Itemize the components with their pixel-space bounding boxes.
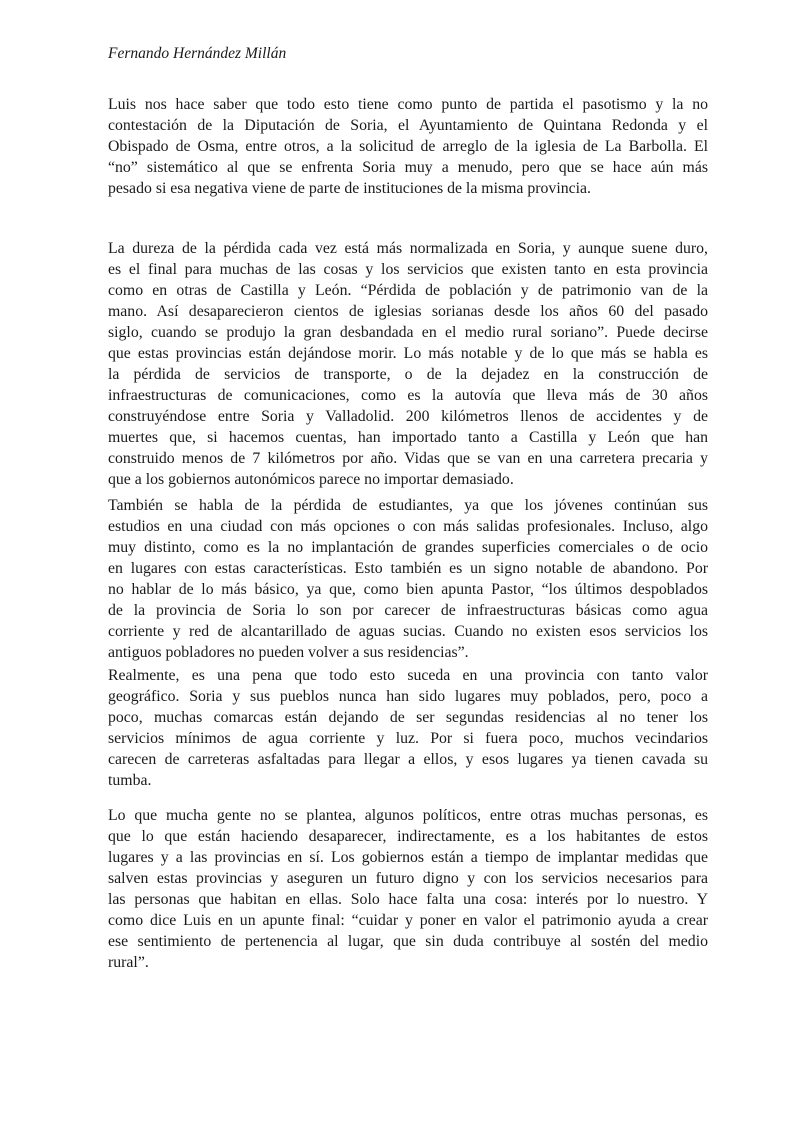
paragraph-line: que lo que están haciendo desaparecer, indirectamente, es a los habitantes de estos — [108, 828, 708, 845]
paragraph-line: geográfico. Soria y sus pueblos nunca han sido lugares muy poblados, pero, poco a — [108, 688, 708, 705]
paragraph-line: las personas que habitan en ellas. Solo hace falta una cosa: interés por lo nuestro. Y — [108, 891, 708, 908]
paragraph-line: infraestructuras de comunicaciones, como es la autovía que lleva más de 30 años — [108, 387, 708, 404]
paragraph-line: construido menos de 7 kilómetros por año. Vidas que se van en una carretera precaria y — [108, 450, 708, 467]
paragraph-line: siglo, cuando se produjo la gran desbandada en el medio rural soriano”. Puede decirse — [108, 324, 708, 341]
paragraph-line: rural”. — [108, 954, 149, 971]
paragraph-line: como dice Luis en un apunte final: “cuidar y poner en valor el patrimonio ayuda a crear — [108, 912, 708, 929]
paragraph-line: tumba. — [108, 772, 152, 789]
paragraph-line: mano. Así desaparecieron cientos de iglesias sorianas desde los años 60 del pasado — [108, 303, 708, 320]
paragraph-line: la pérdida de servicios de transporte, o de la dejadez en la construcción de — [108, 366, 708, 383]
paragraph-line: Realmente, es una pena que todo esto suceda en una provincia con tanto valor — [108, 667, 708, 684]
paragraph-1 — [108, 94, 708, 199]
paragraph-line: La dureza de la pérdida cada vez está más normalizada en Soria, y aunque suene duro, — [108, 240, 708, 257]
paragraph-line: Obispado de Osma, entre otros, a la solicitud de arreglo de la iglesia de La Barbolla. El — [108, 138, 708, 155]
paragraph-line: antiguos pobladores no pueden volver a sus residencias”. — [108, 644, 469, 661]
paragraph-line: corriente y red de alcantarillado de aguas sucias. Cuando no existen esos servicios los — [108, 623, 708, 640]
paragraph-line: que estas provincias están dejándose morir. Lo más notable y de lo que más se habla es — [108, 345, 708, 362]
paragraph-line: “no” sistemático al que se enfrenta Soria muy a menudo, pero que se hace aún más — [108, 159, 708, 176]
paragraph-line: muy distinto, como es la no implantación de grandes superficies comerciales o de ocio — [108, 539, 708, 556]
paragraph-line: muertes que, si hacemos cuentas, han importado tanto a Castilla y León que han — [108, 429, 708, 446]
paragraph-line: poco, muchas comarcas están dejando de ser segundas residencias al no tener los — [108, 709, 708, 726]
paragraph-line: en lugares con estas características. Esto también es un signo notable de abandono. Por — [108, 560, 708, 577]
paragraph-line: También se habla de la pérdida de estudiantes, ya que los jóvenes continúan sus — [108, 497, 708, 514]
paragraph-line: pesado si esa negativa viene de parte de instituciones de la misma provincia. — [108, 180, 591, 197]
paragraph-line: construyéndose entre Soria y Valladolid. 200 kilómetros llenos de accidentes y de — [108, 408, 708, 425]
paragraph-2 — [108, 238, 708, 490]
paragraph-line: no hablar de lo más básico, ya que, como bien apunta Pastor, “los últimos despoblados — [108, 581, 708, 598]
paragraph-line: estudios en una ciudad con más opciones o con más salidas profesionales. Incluso, algo — [108, 518, 708, 535]
paragraph-line: de la provincia de Soria lo son por carecer de infraestructuras básicas como agua — [108, 602, 708, 619]
paragraph-line: salven estas provincias y aseguren un futuro digno y con los servicios necesarios para — [108, 870, 708, 887]
paragraph-line: Lo que mucha gente no se plantea, algunos políticos, entre otras muchas personas, es — [108, 807, 708, 824]
paragraph-line: Luis nos hace saber que todo esto tiene como punto de partida el pasotismo y la no — [108, 96, 708, 113]
paragraph-line: ese sentimiento de pertenencia al lugar, que sin duda contribuye al sostén del medio — [108, 933, 708, 950]
paragraph-line: lugares y a las provincias en sí. Los gobiernos están a tiempo de implantar medidas que — [108, 849, 708, 866]
paragraph-line: carecen de carreteras asfaltadas para llegar a ellos, y esos lugares ya tienen cavada su — [108, 751, 708, 768]
paragraph-3 — [108, 495, 708, 663]
paragraph-5 — [108, 805, 708, 973]
paragraph-line: contestación de la Diputación de Soria, el Ayuntamiento de Quintana Redonda y el — [108, 117, 708, 134]
page-header-author: Fernando Hernández Millán — [108, 45, 287, 62]
paragraph-line: servicios mínimos de agua corriente y luz. Por si fuera poco, muchos vecindarios — [108, 730, 708, 747]
paragraph-line: es el final para muchas de las cosas y los servicios que existen tanto en esta provincia — [108, 261, 708, 278]
paragraph-line: como en otras de Castilla y León. “Pérdida de población y de patrimonio van de la — [108, 282, 708, 299]
paragraph-4 — [108, 665, 708, 791]
paragraph-line: que a los gobiernos autonómicos parece no importar demasiado. — [108, 471, 514, 488]
